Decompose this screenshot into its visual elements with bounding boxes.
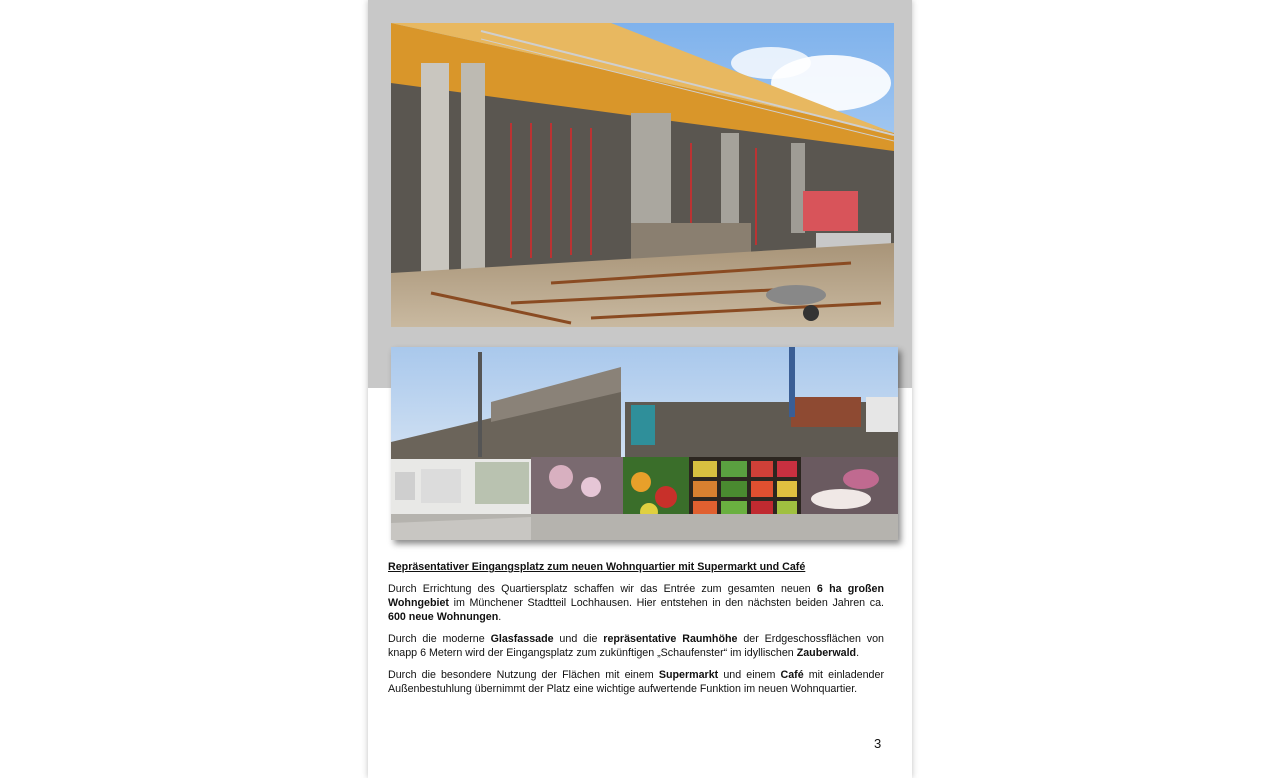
page-number: 3: [874, 736, 882, 751]
construction-site-photo: [391, 23, 894, 327]
document-text: [388, 560, 884, 704]
section-heading: Repräsentativer Eingangsplatz zum neuen Wohnquartier mit Supermarkt und Café: [388, 561, 806, 573]
paragraph-1: Durch Errichtung des Quartiersplatz schaffen wir das Entrée zum gesamten neuen 6 ha großen Wohngebiet im Münchener Stadtteil Lochhausen. Hier entstehen in den nächsten beiden Jahren ca. 600 neue Wohnungen.: [388, 583, 884, 623]
document-page: [368, 0, 912, 778]
paragraph-3: Durch die besondere Nutzung der Flächen mit einem Supermarkt und einem Café mit einladender Außenbestuhlung übernimmt der Platz eine wichtige aufwertende Funktion im neuen Wohnquartier.: [388, 669, 884, 695]
paragraph-2: Durch die moderne Glasfassade und die repräsentative Raumhöhe der Erdgeschossflächen von knapp 6 Metern wird der Eingangsplatz zum zukünftigen „Schaufenster“ im idyllischen Zauberwald.: [388, 633, 884, 659]
entrance-hoarding-photo: [391, 347, 898, 540]
